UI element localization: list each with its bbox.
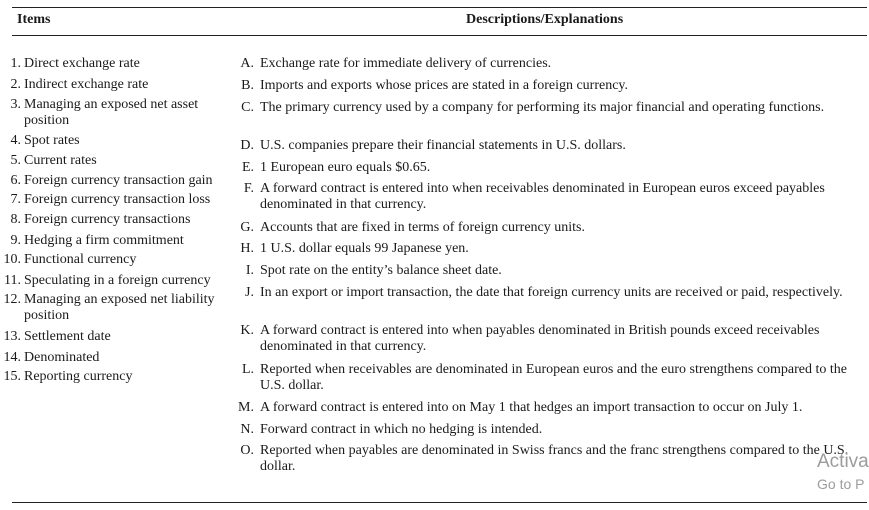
description-letter: F. (243, 181, 254, 196)
description-letter: C. (241, 100, 254, 115)
description-text: Exchange rate for immediate delivery of currencies. (260, 56, 552, 71)
item-text: Foreign currency transaction gain (24, 173, 213, 188)
description-text: Reported when payables are denominated in Swiss francs and the franc strengthens compared to the U.S. dollar. (260, 443, 849, 474)
item-text: Speculating in a foreign currency (24, 273, 211, 288)
description-text: In an export or import transaction, the date that foreign currency units are received or paid, respectively. (260, 285, 843, 300)
description-letter: J. (245, 285, 254, 300)
description-text: Reported when receivables are denominated in European euros and the euro strengthens compared to the U.S. dollar. (260, 362, 848, 393)
item-number: 5. (10, 153, 21, 168)
item-number: 6. (10, 173, 21, 188)
description-letter: A. (240, 56, 254, 71)
windows-activation-watermark: Activa (817, 451, 869, 472)
description-text: The primary currency used by a company for performing its major financial and operating functions. (260, 100, 825, 115)
item-number: 4. (10, 133, 21, 148)
description-letter: L. (241, 362, 254, 377)
item-number: 7. (10, 192, 21, 207)
description-text: Imports and exports whose prices are stated in a foreign currency. (260, 78, 629, 93)
description-letter: O. (240, 443, 254, 458)
description-text: Accounts that are fixed in terms of foreign currency units. (260, 220, 586, 235)
description-letter: G. (240, 220, 254, 235)
description-text: Forward contract in which no hedging is intended. (260, 422, 543, 437)
description-letter: K. (240, 323, 254, 338)
windows-activation-link[interactable]: Go to P (817, 476, 865, 492)
description-letter: B. (241, 78, 254, 93)
item-text: Hedging a firm commitment (24, 233, 184, 248)
description-text: 1 U.S. dollar equals 99 Japanese yen. (260, 241, 469, 256)
description-text: U.S. companies prepare their financial statements in U.S. dollars. (260, 138, 626, 153)
item-number: 15. (3, 369, 21, 384)
table-bottom-rule (12, 502, 867, 503)
description-text: 1 European euro equals $0.65. (260, 160, 431, 175)
item-number: 3. (10, 97, 21, 112)
item-number: 9. (10, 233, 21, 248)
item-text: Current rates (24, 153, 97, 168)
item-number: 8. (10, 212, 21, 227)
item-number: 14. (3, 350, 21, 365)
description-letter: M. (238, 400, 254, 415)
descriptions-header: Descriptions/Explanations (466, 12, 624, 27)
item-text: Settlement date (24, 329, 111, 344)
item-text: Managing an exposed net liability position (24, 292, 215, 323)
description-letter: H. (240, 241, 254, 256)
description-text: A forward contract is entered into on May 1 that hedges an import transaction to occur on July 1. (260, 400, 803, 415)
description-text: A forward contract is entered into when receivables denominated in European euros exceed payables denominated in that currency. (260, 181, 825, 212)
item-text: Foreign currency transactions (24, 212, 191, 227)
items-header: Items (17, 12, 51, 27)
description-text: A forward contract is entered into when payables denominated in British pounds exceed receivables denominated in that currency. (260, 323, 820, 354)
item-number: 1. (10, 56, 21, 71)
item-text: Direct exchange rate (24, 56, 140, 71)
description-text: Spot rate on the entity’s balance sheet date. (260, 263, 502, 278)
item-text: Managing an exposed net asset position (24, 97, 199, 128)
item-text: Foreign currency transaction loss (24, 192, 211, 207)
item-number: 10. (3, 252, 21, 267)
item-number: 13. (3, 329, 21, 344)
item-number: 11. (4, 273, 21, 288)
description-letter: D. (240, 138, 254, 153)
item-number: 12. (3, 292, 21, 307)
description-letter: I. (245, 263, 254, 278)
item-text: Denominated (24, 350, 100, 365)
item-text: Reporting currency (24, 369, 133, 384)
description-letter: N. (240, 422, 254, 437)
item-text: Spot rates (24, 133, 80, 148)
item-text: Functional currency (24, 252, 137, 267)
item-text: Indirect exchange rate (24, 77, 149, 92)
item-number: 2. (10, 77, 21, 92)
description-letter: E. (241, 160, 254, 175)
